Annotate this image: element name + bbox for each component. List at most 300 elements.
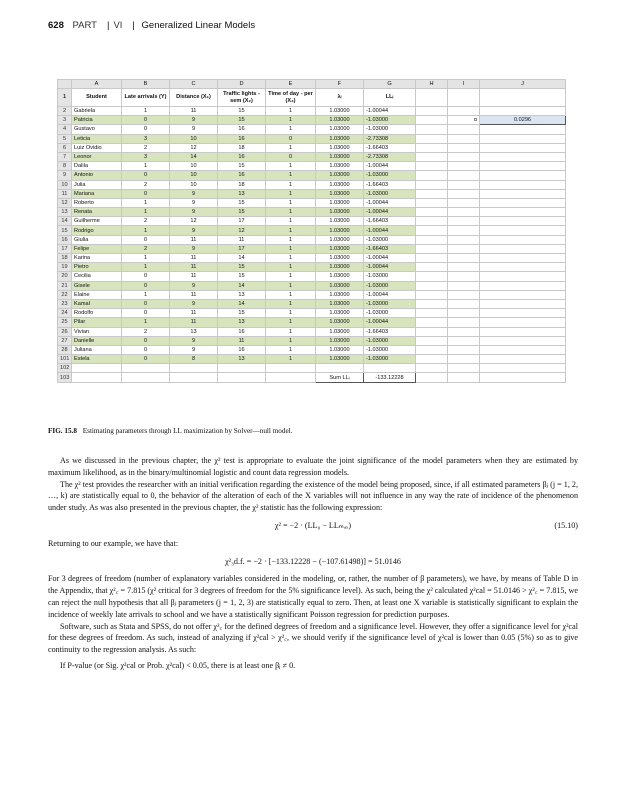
empty-cell[interactable] (416, 107, 448, 116)
cell-name[interactable]: Antonio (72, 171, 122, 180)
empty-cell[interactable] (448, 290, 480, 299)
empty-cell[interactable] (480, 309, 566, 318)
cell-name[interactable]: Gisele (72, 281, 122, 290)
cell-ll[interactable]: -1.03000 (364, 299, 416, 308)
empty-cell[interactable] (448, 162, 480, 171)
empty-cell[interactable] (448, 180, 480, 189)
cell-d[interactable]: 11 (170, 254, 218, 263)
empty-cell[interactable] (416, 299, 448, 308)
cell-d[interactable]: 9 (170, 336, 218, 345)
empty-cell[interactable] (480, 244, 566, 253)
cell-name[interactable]: Estela (72, 355, 122, 364)
empty-cell[interactable] (416, 309, 448, 318)
cell-p[interactable]: 1 (266, 281, 316, 290)
empty-cell[interactable] (448, 299, 480, 308)
empty-cell[interactable] (416, 336, 448, 345)
row-number[interactable]: 21 (58, 281, 72, 290)
cell-name[interactable]: Vivian (72, 327, 122, 336)
cell-p[interactable]: 1 (266, 198, 316, 207)
cell-d[interactable]: 8 (170, 355, 218, 364)
empty-cell[interactable] (480, 152, 566, 161)
empty-cell[interactable] (480, 263, 566, 272)
cell-t[interactable]: 18 (218, 180, 266, 189)
cell-ll[interactable]: -1.00044 (364, 226, 416, 235)
cell-d[interactable]: 11 (170, 107, 218, 116)
row-number[interactable]: 18 (58, 254, 72, 263)
cell-ll[interactable]: -1.66403 (364, 180, 416, 189)
row-number[interactable]: 9 (58, 171, 72, 180)
empty-cell[interactable] (480, 143, 566, 152)
cell-t[interactable]: 15 (218, 107, 266, 116)
cell-l[interactable]: 1.03000 (316, 217, 364, 226)
column-header[interactable]: Student (72, 89, 122, 107)
empty-cell[interactable] (480, 345, 566, 354)
cell-d[interactable]: 11 (170, 235, 218, 244)
cell-p[interactable]: 1 (266, 208, 316, 217)
row-number[interactable]: 28 (58, 345, 72, 354)
cell-d[interactable]: 9 (170, 208, 218, 217)
empty-cell[interactable] (480, 208, 566, 217)
empty-cell[interactable] (122, 373, 170, 382)
cell-ll[interactable]: -2.73308 (364, 134, 416, 143)
empty-cell[interactable] (416, 318, 448, 327)
row-number[interactable]: 12 (58, 198, 72, 207)
empty-cell[interactable] (448, 143, 480, 152)
cell-y[interactable]: 0 (122, 345, 170, 354)
cell-d[interactable]: 11 (170, 263, 218, 272)
empty-cell[interactable] (480, 318, 566, 327)
cell-name[interactable]: Roberto (72, 198, 122, 207)
empty-cell[interactable] (122, 364, 170, 373)
cell-name[interactable]: Mariana (72, 189, 122, 198)
cell-l[interactable]: 1.03000 (316, 208, 364, 217)
row-number[interactable]: 2 (58, 107, 72, 116)
cell-l[interactable]: 1.03000 (316, 152, 364, 161)
row-number[interactable]: 4 (58, 125, 72, 134)
cell-t[interactable]: 13 (218, 189, 266, 198)
cell-name[interactable]: Gustavo (72, 125, 122, 134)
cell-y[interactable]: 3 (122, 134, 170, 143)
row-number[interactable]: 14 (58, 217, 72, 226)
cell-p[interactable]: 1 (266, 299, 316, 308)
column-header[interactable]: λᵢ (316, 89, 364, 107)
cell-ll[interactable]: -1.03000 (364, 355, 416, 364)
cell-ll[interactable]: -1.00044 (364, 290, 416, 299)
cell-y[interactable]: 0 (122, 272, 170, 281)
empty-cell[interactable] (480, 217, 566, 226)
empty-cell[interactable] (448, 244, 480, 253)
cell-ll[interactable]: -1.00044 (364, 263, 416, 272)
cell-p[interactable]: 1 (266, 125, 316, 134)
empty-cell[interactable] (416, 171, 448, 180)
cell-t[interactable]: 16 (218, 152, 266, 161)
cell-l[interactable]: 1.03000 (316, 309, 364, 318)
cell-name[interactable]: Dalila (72, 162, 122, 171)
cell-ll[interactable]: -1.03000 (364, 336, 416, 345)
column-letter[interactable]: A (72, 80, 122, 89)
cell-name[interactable]: Guilherme (72, 217, 122, 226)
cell-y[interactable]: 0 (122, 125, 170, 134)
row-number[interactable]: 3 (58, 116, 72, 125)
column-letter[interactable]: F (316, 80, 364, 89)
empty-cell[interactable] (480, 89, 566, 107)
empty-cell[interactable] (416, 116, 448, 125)
empty-cell[interactable] (448, 89, 480, 107)
empty-cell[interactable] (480, 336, 566, 345)
cell-t[interactable]: 16 (218, 125, 266, 134)
row-number[interactable]: 27 (58, 336, 72, 345)
cell-l[interactable]: 1.03000 (316, 189, 364, 198)
cell-name[interactable]: Luiz Ovidio (72, 143, 122, 152)
empty-cell[interactable] (448, 254, 480, 263)
empty-cell[interactable] (316, 364, 364, 373)
cell-p[interactable]: 1 (266, 226, 316, 235)
cell-name[interactable]: Pilar (72, 318, 122, 327)
cell-t[interactable]: 15 (218, 272, 266, 281)
empty-cell[interactable] (480, 134, 566, 143)
empty-cell[interactable] (480, 189, 566, 198)
cell-p[interactable]: 0 (266, 134, 316, 143)
cell-p[interactable]: 0 (266, 152, 316, 161)
cell-y[interactable]: 0 (122, 235, 170, 244)
column-letter[interactable]: H (416, 80, 448, 89)
empty-cell[interactable] (416, 364, 448, 373)
cell-name[interactable]: Cecilia (72, 272, 122, 281)
cell-d[interactable]: 11 (170, 272, 218, 281)
cell-p[interactable]: 1 (266, 143, 316, 152)
empty-cell[interactable] (416, 235, 448, 244)
cell-p[interactable]: 1 (266, 309, 316, 318)
empty-cell[interactable] (218, 373, 266, 382)
empty-cell[interactable] (416, 281, 448, 290)
empty-cell[interactable] (266, 364, 316, 373)
cell-d[interactable]: 11 (170, 318, 218, 327)
cell-p[interactable]: 1 (266, 336, 316, 345)
cell-t[interactable]: 14 (218, 254, 266, 263)
cell-t[interactable]: 15 (218, 116, 266, 125)
empty-cell[interactable] (266, 373, 316, 382)
cell-name[interactable]: Pietro (72, 263, 122, 272)
empty-cell[interactable] (480, 107, 566, 116)
cell-y[interactable]: 1 (122, 263, 170, 272)
empty-cell[interactable] (480, 162, 566, 171)
cell-p[interactable]: 1 (266, 180, 316, 189)
empty-cell[interactable] (218, 364, 266, 373)
cell-p[interactable]: 1 (266, 318, 316, 327)
cell-l[interactable]: 1.03000 (316, 281, 364, 290)
empty-cell[interactable] (416, 327, 448, 336)
row-number[interactable]: 10 (58, 180, 72, 189)
cell-name[interactable]: Gabriela (72, 107, 122, 116)
cell-ll[interactable]: -1.66403 (364, 143, 416, 152)
cell-t[interactable]: 18 (218, 143, 266, 152)
cell-t[interactable]: 15 (218, 263, 266, 272)
cell-ll[interactable]: -1.03000 (364, 235, 416, 244)
empty-cell[interactable] (480, 272, 566, 281)
cell-y[interactable]: 0 (122, 116, 170, 125)
empty-cell[interactable] (416, 263, 448, 272)
cell-ll[interactable]: -1.03000 (364, 189, 416, 198)
sum-label[interactable]: Sum LLᵢ (316, 373, 364, 382)
empty-cell[interactable] (416, 290, 448, 299)
column-letter[interactable]: D (218, 80, 266, 89)
empty-cell[interactable] (480, 290, 566, 299)
cell-t[interactable]: 16 (218, 327, 266, 336)
empty-cell[interactable] (416, 226, 448, 235)
empty-cell[interactable] (416, 373, 448, 382)
cell-d[interactable]: 9 (170, 116, 218, 125)
cell-l[interactable]: 1.03000 (316, 299, 364, 308)
cell-p[interactable]: 1 (266, 189, 316, 198)
cell-name[interactable]: Karina (72, 254, 122, 263)
cell-ll[interactable]: -1.03000 (364, 116, 416, 125)
cell-d[interactable]: 13 (170, 327, 218, 336)
sum-value[interactable]: -133.12228 (364, 373, 416, 382)
empty-cell[interactable] (448, 235, 480, 244)
cell-d[interactable]: 9 (170, 125, 218, 134)
empty-cell[interactable] (448, 171, 480, 180)
empty-cell[interactable] (416, 208, 448, 217)
cell-name[interactable]: Rodrigo (72, 226, 122, 235)
empty-cell[interactable] (416, 189, 448, 198)
cell-ll[interactable]: -1.00044 (364, 162, 416, 171)
cell-p[interactable]: 1 (266, 355, 316, 364)
cell-d[interactable]: 9 (170, 198, 218, 207)
cell-ll[interactable]: -1.66403 (364, 244, 416, 253)
cell-t[interactable]: 17 (218, 244, 266, 253)
empty-cell[interactable] (480, 299, 566, 308)
cell-ll[interactable]: -1.00044 (364, 107, 416, 116)
cell-l[interactable]: 1.03000 (316, 244, 364, 253)
empty-cell[interactable] (170, 364, 218, 373)
cell-y[interactable]: 3 (122, 152, 170, 161)
cell-p[interactable]: 1 (266, 116, 316, 125)
cell-name[interactable]: Julia (72, 180, 122, 189)
cell-y[interactable]: 2 (122, 244, 170, 253)
empty-cell[interactable] (448, 226, 480, 235)
empty-cell[interactable] (170, 373, 218, 382)
cell-t[interactable]: 12 (218, 226, 266, 235)
empty-cell[interactable] (480, 180, 566, 189)
cell-l[interactable]: 1.03000 (316, 198, 364, 207)
row-number[interactable]: 8 (58, 162, 72, 171)
column-letter[interactable]: E (266, 80, 316, 89)
row-number[interactable]: 23 (58, 299, 72, 308)
cell-t[interactable]: 15 (218, 309, 266, 318)
column-letter[interactable]: B (122, 80, 170, 89)
empty-cell[interactable] (448, 134, 480, 143)
column-header[interactable]: LLᵢ (364, 89, 416, 107)
cell-t[interactable]: 13 (218, 355, 266, 364)
cell-ll[interactable]: -1.03000 (364, 171, 416, 180)
cell-y[interactable]: 0 (122, 309, 170, 318)
cell-d[interactable]: 11 (170, 290, 218, 299)
cell-t[interactable]: 14 (218, 281, 266, 290)
cell-y[interactable]: 1 (122, 208, 170, 217)
column-letter[interactable]: C (170, 80, 218, 89)
column-header[interactable]: Time of day - per (X₃) (266, 89, 316, 107)
cell-ll[interactable]: -1.03000 (364, 125, 416, 134)
cell-name[interactable]: Juliana (72, 345, 122, 354)
empty-cell[interactable] (448, 152, 480, 161)
cell-name[interactable]: Kamal (72, 299, 122, 308)
empty-cell[interactable] (416, 198, 448, 207)
empty-cell[interactable] (480, 355, 566, 364)
cell-d[interactable]: 10 (170, 134, 218, 143)
empty-cell[interactable] (416, 143, 448, 152)
cell-y[interactable]: 1 (122, 162, 170, 171)
empty-cell[interactable] (448, 373, 480, 382)
cell-ll[interactable]: -2.73308 (364, 152, 416, 161)
cell-d[interactable]: 12 (170, 143, 218, 152)
cell-d[interactable]: 9 (170, 345, 218, 354)
empty-cell[interactable] (480, 226, 566, 235)
empty-cell[interactable] (480, 327, 566, 336)
cell-l[interactable]: 1.03000 (316, 336, 364, 345)
empty-cell[interactable] (416, 272, 448, 281)
empty-cell[interactable] (480, 235, 566, 244)
cell-name[interactable]: Leticia (72, 134, 122, 143)
cell-t[interactable]: 15 (218, 162, 266, 171)
cell-l[interactable]: 1.03000 (316, 107, 364, 116)
cell-l[interactable]: 1.03000 (316, 116, 364, 125)
empty-cell[interactable] (448, 217, 480, 226)
empty-cell[interactable] (448, 125, 480, 134)
cell-y[interactable]: 1 (122, 318, 170, 327)
row-number[interactable]: 15 (58, 226, 72, 235)
cell-t[interactable]: 13 (218, 290, 266, 299)
empty-cell[interactable] (416, 355, 448, 364)
cell-t[interactable]: 11 (218, 235, 266, 244)
empty-cell[interactable] (448, 364, 480, 373)
cell-l[interactable]: 1.03000 (316, 171, 364, 180)
cell-p[interactable]: 1 (266, 254, 316, 263)
cell-l[interactable]: 1.03000 (316, 327, 364, 336)
cell-ll[interactable]: -1.00044 (364, 254, 416, 263)
empty-cell[interactable] (448, 263, 480, 272)
cell-p[interactable]: 1 (266, 171, 316, 180)
cell-l[interactable]: 1.03000 (316, 143, 364, 152)
empty-cell[interactable] (448, 198, 480, 207)
cell-ll[interactable]: -1.66403 (364, 217, 416, 226)
column-header[interactable]: Distance (X₁) (170, 89, 218, 107)
empty-cell[interactable] (72, 364, 122, 373)
empty-cell[interactable] (480, 171, 566, 180)
column-letter[interactable]: I (448, 80, 480, 89)
row-number[interactable]: 24 (58, 309, 72, 318)
cell-y[interactable]: 1 (122, 198, 170, 207)
empty-cell[interactable] (480, 364, 566, 373)
cell-d[interactable]: 10 (170, 171, 218, 180)
column-header[interactable]: Traffic lights - sem (X₂) (218, 89, 266, 107)
cell-ll[interactable]: -1.03000 (364, 345, 416, 354)
cell-name[interactable]: Danielle (72, 336, 122, 345)
cell-y[interactable]: 0 (122, 299, 170, 308)
cell-p[interactable]: 1 (266, 263, 316, 272)
cell-p[interactable]: 1 (266, 345, 316, 354)
row-number[interactable]: 19 (58, 263, 72, 272)
cell-l[interactable]: 1.03000 (316, 254, 364, 263)
cell-l[interactable]: 1.03000 (316, 345, 364, 354)
cell-p[interactable]: 1 (266, 162, 316, 171)
empty-cell[interactable] (416, 180, 448, 189)
empty-cell[interactable] (416, 345, 448, 354)
cell-name[interactable]: Felipe (72, 244, 122, 253)
cell-l[interactable]: 1.03000 (316, 318, 364, 327)
cell-t[interactable]: 15 (218, 198, 266, 207)
cell-t[interactable]: 16 (218, 134, 266, 143)
cell-t[interactable]: 13 (218, 318, 266, 327)
column-header[interactable]: Late arrivals (Y) (122, 89, 170, 107)
cell-y[interactable]: 0 (122, 281, 170, 290)
cell-ll[interactable]: -1.03000 (364, 309, 416, 318)
empty-cell[interactable] (448, 345, 480, 354)
cell-name[interactable]: Patricia (72, 116, 122, 125)
row-number[interactable]: 6 (58, 143, 72, 152)
cell-y[interactable]: 1 (122, 290, 170, 299)
cell-d[interactable]: 11 (170, 309, 218, 318)
empty-cell[interactable] (448, 355, 480, 364)
cell-p[interactable]: 1 (266, 235, 316, 244)
empty-cell[interactable] (448, 318, 480, 327)
empty-cell[interactable] (480, 198, 566, 207)
empty-cell[interactable] (416, 125, 448, 134)
empty-cell[interactable] (448, 309, 480, 318)
cell-name[interactable]: Renata (72, 208, 122, 217)
empty-cell[interactable] (448, 189, 480, 198)
cell-y[interactable]: 1 (122, 254, 170, 263)
cell-name[interactable]: Elaine (72, 290, 122, 299)
row-number[interactable]: 101 (58, 355, 72, 364)
cell-t[interactable]: 15 (218, 208, 266, 217)
cell-y[interactable]: 2 (122, 180, 170, 189)
cell-t[interactable]: 11 (218, 336, 266, 345)
empty-cell[interactable] (448, 208, 480, 217)
row-number[interactable]: 7 (58, 152, 72, 161)
cell-y[interactable]: 1 (122, 107, 170, 116)
cell-l[interactable]: 1.03000 (316, 226, 364, 235)
cell-y[interactable]: 2 (122, 217, 170, 226)
corner-cell[interactable] (58, 80, 72, 89)
cell-name[interactable]: Rodolfo (72, 309, 122, 318)
empty-cell[interactable] (364, 364, 416, 373)
cell-p[interactable]: 1 (266, 327, 316, 336)
empty-cell[interactable] (480, 373, 566, 382)
cell-y[interactable]: 0 (122, 355, 170, 364)
row-number[interactable]: 17 (58, 244, 72, 253)
alpha-label[interactable]: α (448, 116, 480, 125)
cell-y[interactable]: 0 (122, 336, 170, 345)
row-number[interactable]: 20 (58, 272, 72, 281)
cell-l[interactable]: 1.03000 (316, 235, 364, 244)
cell-l[interactable]: 1.03000 (316, 355, 364, 364)
row-number[interactable]: 1 (58, 89, 72, 107)
cell-t[interactable]: 17 (218, 217, 266, 226)
empty-cell[interactable] (416, 254, 448, 263)
cell-l[interactable]: 1.03000 (316, 134, 364, 143)
empty-cell[interactable] (416, 162, 448, 171)
row-number[interactable]: 102 (58, 364, 72, 373)
cell-d[interactable]: 12 (170, 217, 218, 226)
empty-cell[interactable] (416, 244, 448, 253)
cell-d[interactable]: 9 (170, 189, 218, 198)
cell-t[interactable]: 16 (218, 345, 266, 354)
row-number[interactable]: 13 (58, 208, 72, 217)
cell-p[interactable]: 1 (266, 272, 316, 281)
cell-l[interactable]: 1.03000 (316, 272, 364, 281)
cell-p[interactable]: 1 (266, 290, 316, 299)
row-number[interactable]: 103 (58, 373, 72, 382)
